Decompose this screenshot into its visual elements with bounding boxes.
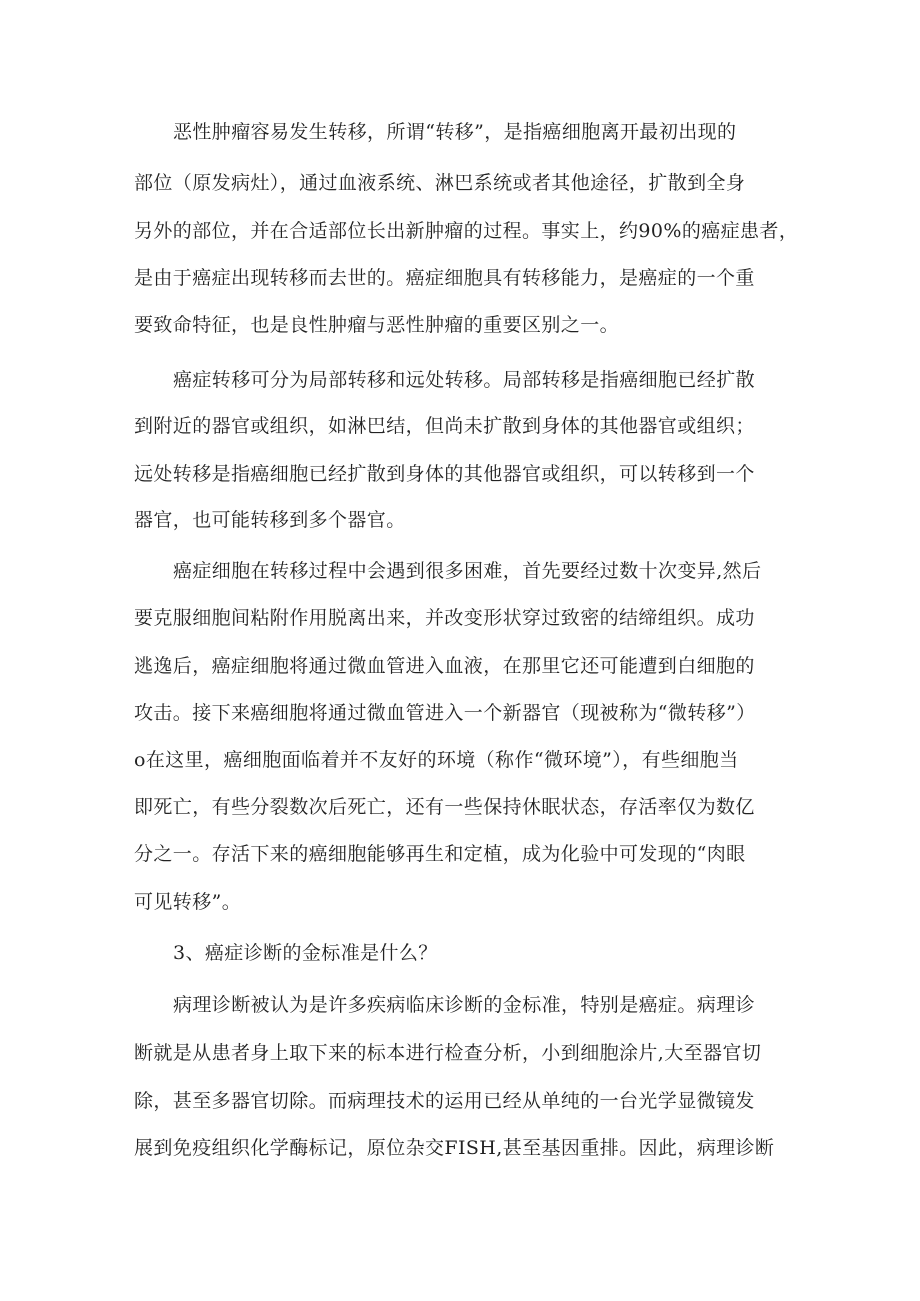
paragraph-1-line-4: 是由于癌症出现转移而去世的。癌症细胞具有转移能力，是癌症的一个重 [134, 267, 755, 289]
paragraph-2-line-3: 远处转移是指癌细胞已经扩散到身体的其他器官或组织，可以转移到一个 [134, 463, 755, 485]
paragraph-1-line-5: 要致命特征，也是良性肿瘤与恶性肿瘤的重要区别之一。 [134, 314, 620, 336]
paragraph-3-line-5: o在这里，癌细胞面临着并不友好的环境（称作“微环境”），有些细胞当 [134, 749, 739, 771]
paragraph-2-line-4: 器官，也可能转移到多个器官。 [134, 509, 406, 531]
paragraph-2-line-1: 癌症转移可分为局部转移和远处转移。局部转移是指癌细胞已经扩散 [173, 369, 756, 391]
paragraph-1-line-1: 恶性肿瘤容易发生转移，所谓“转移”，是指癌细胞离开最初出现的 [173, 121, 737, 143]
paragraph-3-line-1: 癌症细胞在转移过程中会遇到很多困难，首先要经过数十次变异,然后 [173, 560, 762, 582]
paragraph-5-line-3: 除，甚至多器官切除。而病理技术的运用已经从单纯的一台光学显微镜发 [134, 1090, 755, 1112]
paragraph-3-line-4: 攻击。接下来癌细胞将通过微血管进入一个新器官（现被称为“微转移”） [134, 702, 756, 724]
paragraph-1-line-2: 部位（原发病灶），通过血液系统、淋巴系统或者其他途径，扩散到全身 [134, 172, 746, 194]
paragraph-5-line-1: 病理诊断被认为是许多疾病临床诊断的金标准，特别是癌症。病理诊 [173, 994, 756, 1016]
paragraph-3-line-2: 要克服细胞间粘附作用脱离出来，并改变形状穿过致密的结缔组织。成功 [134, 607, 755, 629]
paragraph-5-line-2: 断就是从患者身上取下来的标本进行检查分析，小到细胞涂片,大至器官切 [134, 1042, 762, 1064]
paragraph-1-line-3: 另外的部位，并在合适部位长出新肿瘤的过程。事实上，约90%的癌症患者， [134, 220, 799, 242]
paragraph-3-line-7: 分之一。存活下来的癌细胞能够再生和定植，成为化验中可发现的“肉眼 [134, 843, 746, 865]
paragraph-2-line-2: 到附近的器官或组织，如淋巴结，但尚未扩散到身体的其他器官或组织； [134, 415, 755, 437]
paragraph-3-line-6: 即死亡，有些分裂数次后死亡，还有一些保持休眠状态，存活率仅为数亿 [134, 796, 755, 818]
paragraph-3-line-3: 逃逸后，癌症细胞将通过微血管进入血液，在那里它还可能遭到白细胞的 [134, 655, 755, 677]
paragraph-5-line-4: 展到免疫组织化学酶标记，原位杂交FISH,甚至基因重排。因此，病理诊断 [134, 1137, 775, 1159]
section-heading: 3、癌症诊断的金标准是什么？ [173, 942, 438, 964]
paragraph-3-line-8: 可见转移”。 [134, 891, 242, 913]
